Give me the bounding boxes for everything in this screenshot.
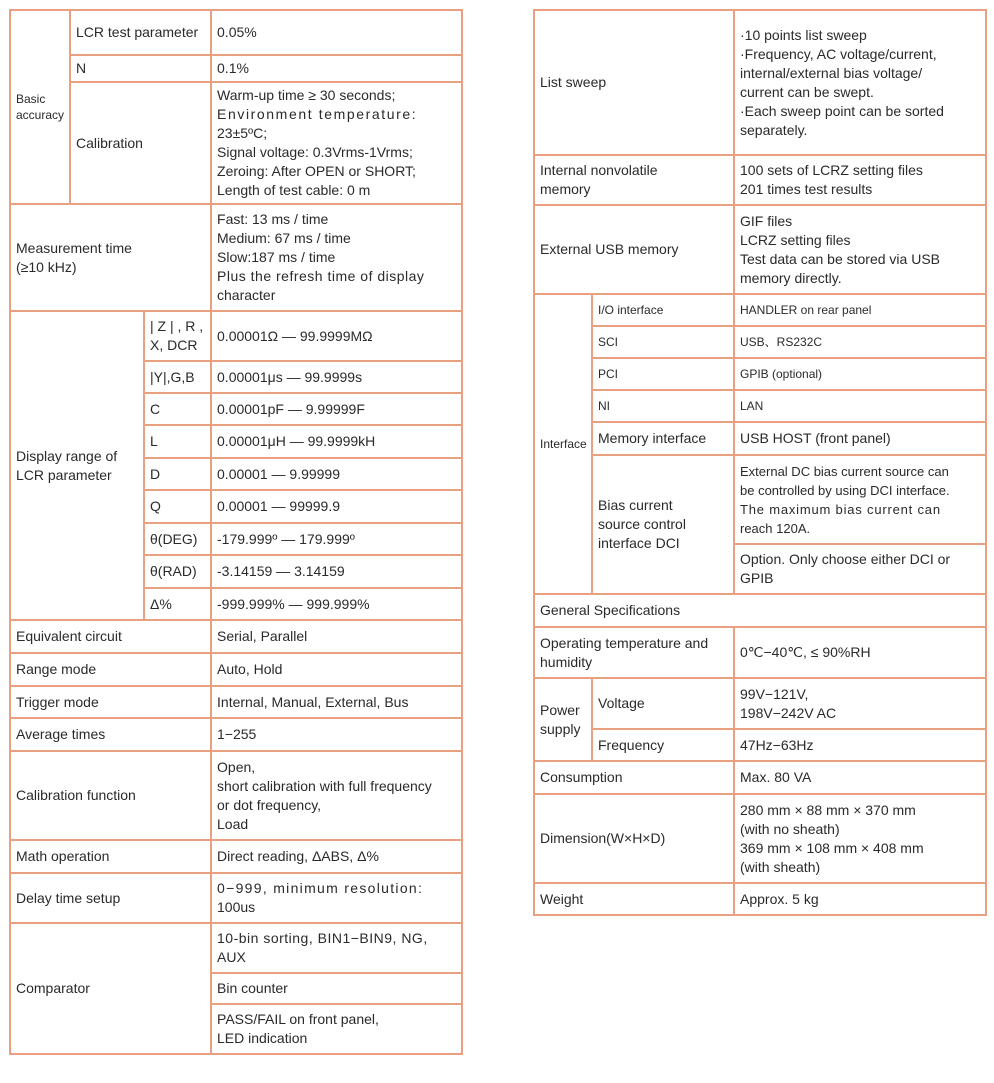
display-range-value: -999.999% — 999.999% xyxy=(211,588,462,620)
bias-current-value: External DC bias current source can be controlled by using DCI interface. The maximum bias current can reach 120A. xyxy=(734,455,986,544)
display-range-value: 0.00001pF — 9.99999F xyxy=(211,393,462,425)
display-range-param: L xyxy=(144,425,211,458)
spec-label: Calibration function xyxy=(10,751,211,840)
row-measurement-time xyxy=(10,204,462,311)
comparator-value: PASS/FAIL on front panel, LED indication xyxy=(211,1004,462,1054)
row-calibration xyxy=(10,82,462,204)
left-spec-table xyxy=(9,9,463,1055)
comparator-row xyxy=(10,923,462,973)
display-range-param: Q xyxy=(144,490,211,523)
interface-name: PCI xyxy=(592,358,734,390)
spec-value: 1−255 xyxy=(211,718,462,751)
frequency-label: Frequency xyxy=(592,729,734,761)
consumption-value: Max. 80 VA xyxy=(734,761,986,794)
display-range-row xyxy=(10,311,462,361)
dimension-label: Dimension(W×H×D) xyxy=(534,794,734,883)
spec-label: Delay time setup xyxy=(10,873,211,923)
display-range-param: |Y|,G,B xyxy=(144,361,211,393)
row-weight xyxy=(534,883,986,915)
comparator-label: Comparator xyxy=(10,923,211,1054)
spec-value: 0−999, minimum resolution: 100us xyxy=(211,873,462,923)
bias-current-label: Bias current source control interface DCI xyxy=(592,455,734,594)
row-delay-time-setup xyxy=(10,873,462,923)
display-range-param: Δ% xyxy=(144,588,211,620)
measurement-time-label: Measurement time (≥10 kHz) xyxy=(10,204,211,311)
row-list-sweep xyxy=(534,10,986,155)
row-dimension xyxy=(534,794,986,883)
interface-value: LAN xyxy=(734,390,986,422)
interface-value: USB、RS232C xyxy=(734,326,986,358)
display-range-value: 0.00001Ω — 99.9999MΩ xyxy=(211,311,462,361)
display-range-value: 0.00001μH — 99.9999kH xyxy=(211,425,462,458)
display-range-param: D xyxy=(144,458,211,490)
row-consumption xyxy=(534,761,986,794)
usb-memory-label: External USB memory xyxy=(534,205,734,294)
n-value: 0.1% xyxy=(211,55,462,82)
voltage-label: Voltage xyxy=(592,678,734,729)
measurement-time-value: Fast: 13 ms / time Medium: 67 ms / time Slow:187 ms / time Plus the refresh time of display character xyxy=(211,204,462,311)
interface-row xyxy=(534,455,986,544)
power-supply-label: Power supply xyxy=(534,678,592,761)
row-calibration-function xyxy=(10,751,462,840)
comparator-value: Bin counter xyxy=(211,973,462,1004)
operating-temperature-value: 0℃−40℃, ≤ 90%RH xyxy=(734,627,986,678)
nonvolatile-memory-label: Internal nonvolatile memory xyxy=(534,155,734,205)
row-usb-memory xyxy=(534,205,986,294)
row-equivalent-circuit xyxy=(10,620,462,653)
display-range-value: -3.14159 — 3.14159 xyxy=(211,555,462,588)
row-average-times xyxy=(10,718,462,751)
consumption-label: Consumption xyxy=(534,761,734,794)
operating-temperature-label: Operating temperature and humidity xyxy=(534,627,734,678)
spec-value: Auto, Hold xyxy=(211,653,462,686)
interface-value: USB HOST (front panel) xyxy=(734,422,986,455)
row-trigger-mode xyxy=(10,686,462,718)
row-operating-temperature xyxy=(534,627,986,678)
interface-label: Interface xyxy=(534,294,592,594)
display-range-value: 0.00001 — 99999.9 xyxy=(211,490,462,523)
interface-value: HANDLER on rear panel xyxy=(734,294,986,326)
row-lcr-test-parameter xyxy=(10,10,462,55)
spec-label: Average times xyxy=(10,718,211,751)
spec-label: Math operation xyxy=(10,840,211,873)
interface-name: SCI xyxy=(592,326,734,358)
comparator-value: 10-bin sorting, BIN1−BIN9, NG, AUX xyxy=(211,923,462,973)
list-sweep-label: List sweep xyxy=(534,10,734,155)
voltage-value: 99V−121V, 198V−242V AC xyxy=(734,678,986,729)
weight-label: Weight xyxy=(534,883,734,915)
spec-label: Range mode xyxy=(10,653,211,686)
dimension-value: 280 mm × 88 mm × 370 mm (with no sheath) 369 mm × 108 mm × 408 mm (with sheath) xyxy=(734,794,986,883)
right-spec-table xyxy=(533,9,987,916)
row-power-voltage xyxy=(534,678,986,729)
usb-memory-value: GIF files LCRZ setting files Test data can be stored via USB memory directly. xyxy=(734,205,986,294)
spec-label: Trigger mode xyxy=(10,686,211,718)
row-nonvolatile-memory xyxy=(534,155,986,205)
row-power-frequency xyxy=(534,729,986,761)
spec-value: Internal, Manual, External, Bus xyxy=(211,686,462,718)
calibration-label: Calibration xyxy=(70,82,211,204)
interface-value: GPIB (optional) xyxy=(734,358,986,390)
spec-value: Open, short calibration with full frequency or dot frequency, Load xyxy=(211,751,462,840)
row-range-mode xyxy=(10,653,462,686)
bias-option-value: Option. Only choose either DCI or GPIB xyxy=(734,544,986,594)
display-range-value: 0.00001μs — 99.9999s xyxy=(211,361,462,393)
display-range-value: -179.999º — 179.999º xyxy=(211,523,462,555)
calibration-value: Warm-up time ≥ 30 seconds; Environment temperature: 23±5ºC; Signal voltage: 0.3Vrms-1Vrms; Zeroing: After OPEN or SHORT; Length of test cable: 0 m xyxy=(211,82,462,204)
general-specifications-heading: General Specifications xyxy=(534,594,986,627)
weight-value: Approx. 5 kg xyxy=(734,883,986,915)
interface-row xyxy=(534,294,986,326)
display-range-label: Display range of LCR parameter xyxy=(10,311,144,620)
row-n xyxy=(10,55,462,82)
row-math-operation xyxy=(10,840,462,873)
spec-value: Direct reading, ΔABS, Δ% xyxy=(211,840,462,873)
display-range-param: C xyxy=(144,393,211,425)
spec-label: Equivalent circuit xyxy=(10,620,211,653)
display-range-param: | Z | , R , X, DCR xyxy=(144,311,211,361)
interface-row xyxy=(534,326,986,358)
spec-value: Serial, Parallel xyxy=(211,620,462,653)
interface-row xyxy=(534,358,986,390)
lcr-test-parameter-label: LCR test parameter xyxy=(70,10,211,55)
n-label: N xyxy=(70,55,211,82)
interface-name: I/O interface xyxy=(592,294,734,326)
nonvolatile-memory-value: 100 sets of LCRZ setting files 201 times test results xyxy=(734,155,986,205)
list-sweep-value: ·10 points list sweep ·Frequency, AC voltage/current, internal/external bias voltage/ current can be swept. ·Each sweep point can be sorted separately. xyxy=(734,10,986,155)
interface-name: Memory interface xyxy=(592,422,734,455)
interface-row xyxy=(534,390,986,422)
display-range-value: 0.00001 — 9.99999 xyxy=(211,458,462,490)
general-specifications-heading-row xyxy=(534,594,986,627)
display-range-param: θ(RAD) xyxy=(144,555,211,588)
interface-row xyxy=(534,422,986,455)
basic-accuracy-label: Basic accuracy xyxy=(10,10,70,204)
interface-name: NI xyxy=(592,390,734,422)
frequency-value: 47Hz−63Hz xyxy=(734,729,986,761)
lcr-test-parameter-value: 0.05% xyxy=(211,10,462,55)
display-range-param: θ(DEG) xyxy=(144,523,211,555)
